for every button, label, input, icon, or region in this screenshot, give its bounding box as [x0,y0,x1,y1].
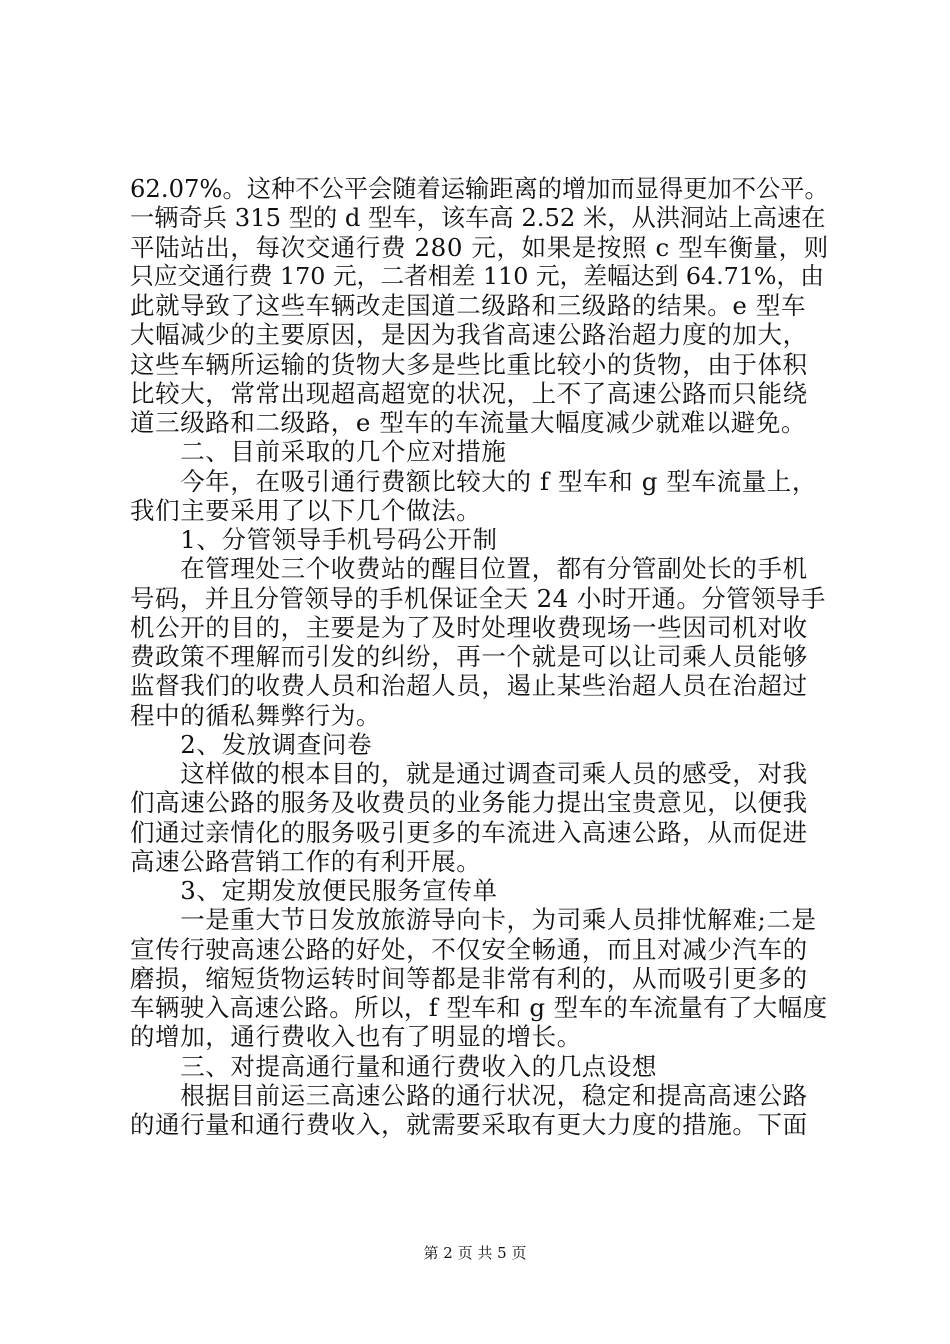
text-line: 62.07%。这种不公平会随着运输距离的增加而显得更加不公平。 [130,174,829,203]
section-heading: 三、对提高通行量和通行费收入的几点设想 [130,1051,658,1081]
text-line: 们通过亲情化的服务吸引更多的车流进入高速公路，从而促进 [130,817,808,847]
text-line: 的通行量和通行费收入，就需要采取有更大力度的措施。下面 [130,1110,808,1139]
text-line: 号码，并且分管领导的手机保证全天 24 小时开通。分管领导手 [130,583,826,613]
text-line: 大幅减少的主要原因，是因为我省高速公路治超力度的加大， [130,320,808,350]
page-indicator: 第 2 页 共 5 页 [423,1244,527,1262]
text-line: 程中的循私舞弊行为。 [130,700,381,730]
subsection-heading: 3、定期发放便民服务宣传单 [130,876,498,905]
text-line: 机公开的目的，主要是为了及时处理收费现场一些因司机对收 [130,612,808,642]
text-line: 的增加，通行费收入也有了明显的增长。 [130,1022,582,1052]
text-line: 一辆奇兵 315 型的 d 型车，该车高 2.52 米，从洪洞站上高速在 [130,203,826,233]
text-line: 根据目前运三高速公路的通行状况，稳定和提高高速公路 [130,1080,808,1110]
text-line: 在管理处三个收费站的醒目位置，都有分管副处长的手机 [130,554,808,584]
text-line: 此就导致了这些车辆改走国道二级路和三级路的结果。e 型车 [130,291,807,320]
text-line: 监督我们的收费人员和治超人员，遏止某些治超人员在治超过 [130,671,808,701]
text-line: 我们主要采用了以下几个做法。 [130,495,482,525]
text-line: 车辆驶入高速公路。所以，f 型车和 g 型车的车流量有了大幅度 [130,993,828,1022]
text-line: 们高速公路的服务及收费员的业务能力提出宝贵意见，以便我 [130,788,808,818]
text-line: 高速公路营销工作的有利开展。 [130,846,482,876]
text-line: 平陆站出，每次交通行费 280 元，如果是按照 c 型车衡量，则 [130,232,829,262]
text-line: 比较大，常常出现超高超宽的状况，上不了高速公路而只能绕 [130,378,808,408]
body-text [130,174,830,1139]
text-line: 这些车辆所运输的货物大多是些比重比较小的货物，由于体积 [130,349,808,379]
subsection-heading: 2、发放调查问卷 [130,729,373,759]
text-line: 道三级路和二级路，e 型车的车流量大幅度减少就难以避免。 [130,408,807,437]
text-line: 今年，在吸引通行费额比较大的 f 型车和 g 型车流量上， [130,466,817,496]
text-line: 一是重大节日发放旅游导向卡，为司乘人员排忧解难;二是 [130,905,817,935]
text-line: 这样做的根本目的，就是通过调查司乘人员的感受，对我 [130,759,808,788]
text-line: 宣传行驶高速公路的好处，不仅安全畅通，而且对减少汽车的 [130,934,808,964]
section-heading: 二、目前采取的几个应对措施 [130,437,507,467]
subsection-heading: 1、分管领导手机号码公开制 [130,525,498,554]
text-line: 只应交通行费 170 元，二者相差 110 元，差幅达到 64.71%，由 [130,261,824,290]
text-line: 磨损，缩短货物运转时间等都是非常有利的，从而吸引更多的 [130,963,808,993]
text-line: 费政策不理解而引发的纠纷，再一个就是可以让司乘人员能够 [130,642,808,671]
page-footer [0,1242,950,1263]
